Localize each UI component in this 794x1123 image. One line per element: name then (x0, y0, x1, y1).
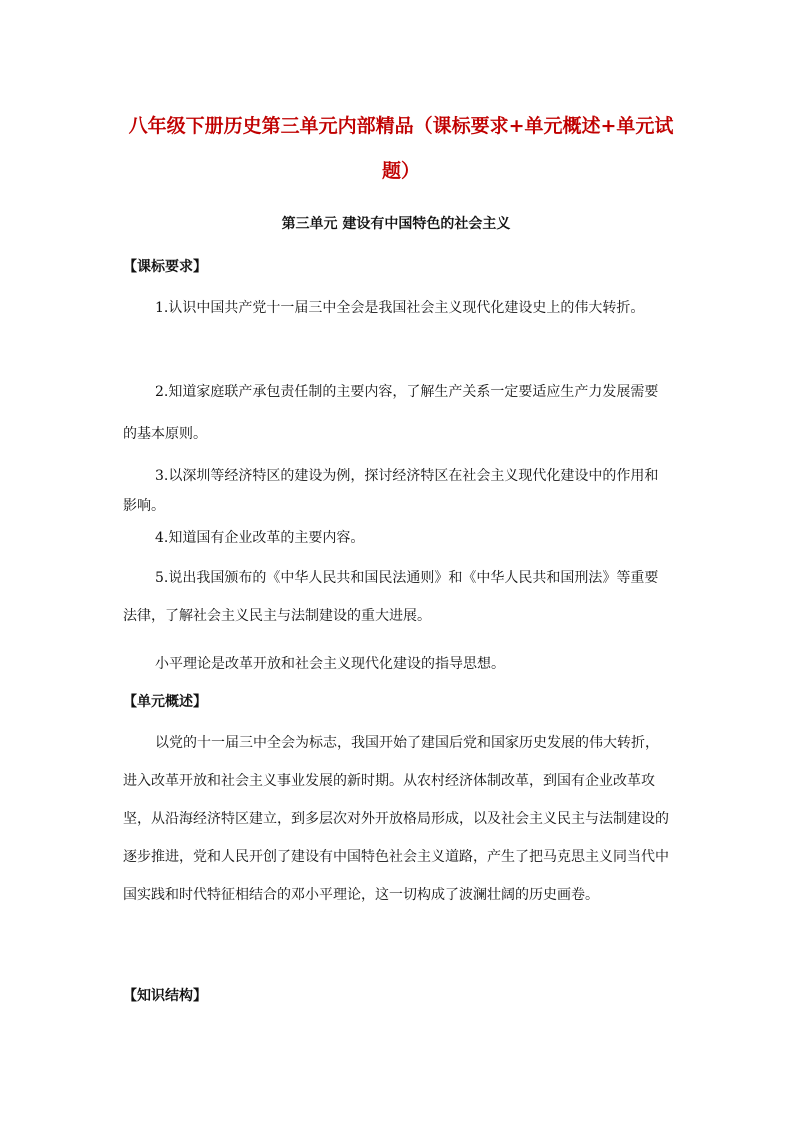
unit-title: 第三单元 建设有中国特色的社会主义 (281, 216, 511, 232)
curriculum-item-1: 1.认识中国共产党十一届三中全会是我国社会主义现代化建设史上的伟大转折。 (155, 300, 645, 316)
curriculum-item-3: 3.以深圳等经济特区的建设为例，探讨经济特区在社会主义现代化建设中的作用和影响。 (123, 468, 659, 514)
overview-text: 以党的十一届三中全会为标志，我国开始了建国后党和国家历史发展的伟大转折，进入改革开放和社会主义事业发展的新时期。从农村经济体制改革，到国有企业改革攻坚，从沿海经济特区建立，到多层次对外开放格局形成，以及社会主义民主与法制建设的逐步推进，党和人民开创了建设有中国特色社会主义道路，产生了把马克思主义同当代中国实践和时代特征相结合的邓小平理论，这一切构成了波澜壮阔的历史画卷。 (123, 735, 669, 903)
structure-heading: 【知识结构】 (123, 988, 207, 1004)
overview-heading: 【单元概述】 (123, 694, 207, 710)
curriculum-item-6: 小平理论是改革开放和社会主义现代化建设的指导思想。 (155, 656, 505, 672)
curriculum-item-4: 4.知道国有企业改革的主要内容。 (155, 530, 365, 546)
document-title: 八年级下册历史第三单元内部精品（课标要求+单元概述+单元试题） (128, 115, 674, 182)
curriculum-item-5: 5.说出我国颁布的《中华人民共和国民法通则》和《中华人民共和国刑法》等重要法律，了解社会主义民主与法制建设的重大进展。 (123, 570, 659, 624)
curriculum-item-2: 2.知道家庭联产承包责任制的主要内容，了解生产关系一定要适应生产力发展需要的基本原则。 (123, 384, 659, 442)
curriculum-heading: 【课标要求】 (123, 259, 207, 275)
